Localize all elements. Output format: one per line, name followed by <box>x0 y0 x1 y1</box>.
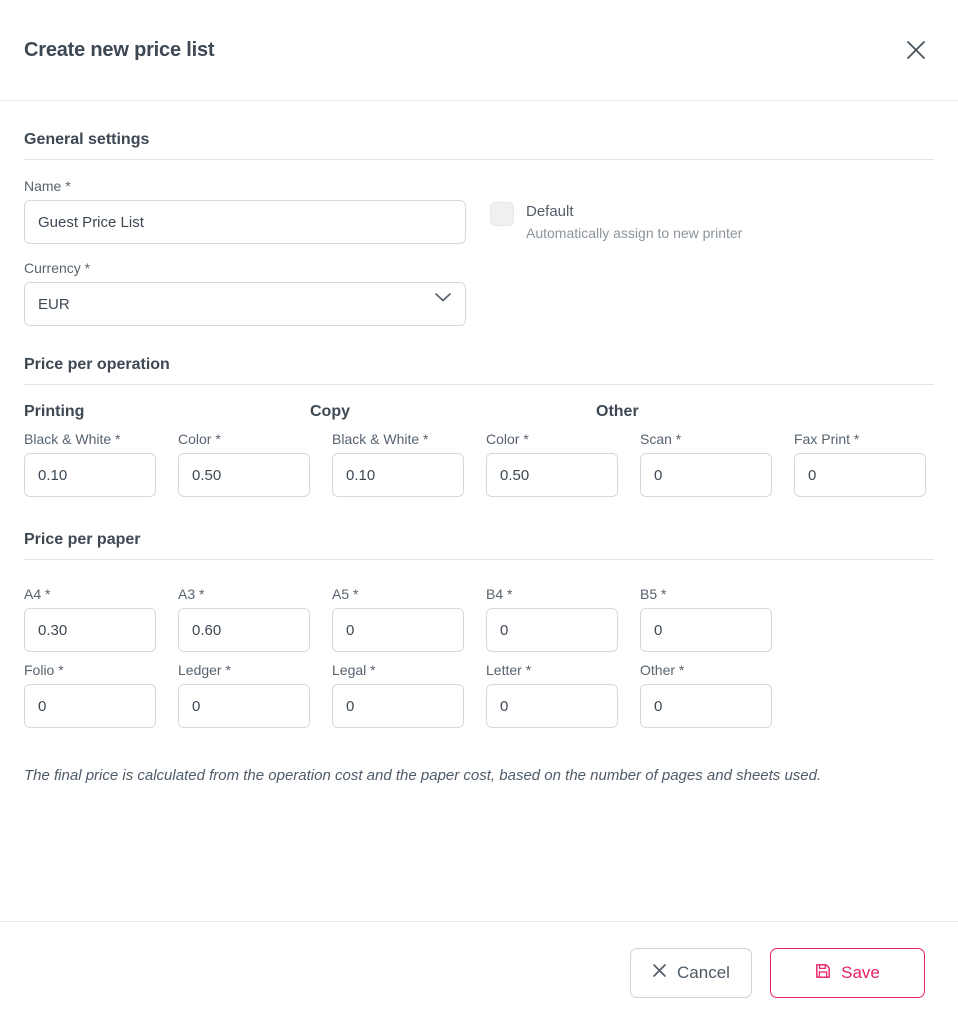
currency-field-group <box>24 260 466 326</box>
field-copy-color <box>486 431 618 497</box>
page-title: Create new price list <box>24 38 215 61</box>
paper-b4-input[interactable] <box>486 608 618 652</box>
name-label: Name * <box>24 178 71 194</box>
paper-ledger-input[interactable] <box>178 684 310 728</box>
price-per-operation-heading: Price per operation <box>24 356 170 373</box>
field-label: Ledger * <box>178 662 231 678</box>
paper-letter-input[interactable] <box>486 684 618 728</box>
operation-group-headers <box>24 403 934 421</box>
field-paper-b4 <box>486 586 618 652</box>
price-per-paper-heading: Price per paper <box>24 531 141 548</box>
field-label: Black & White * <box>24 431 121 447</box>
paper-row-1 <box>24 586 934 652</box>
paper-folio-input[interactable] <box>24 684 156 728</box>
printing-color-input[interactable] <box>178 453 310 497</box>
save-button-label: Save <box>841 963 880 982</box>
cancel-button[interactable] <box>630 948 752 998</box>
dialog-header <box>0 0 958 101</box>
group-title-other: Other <box>596 403 639 420</box>
default-checkbox[interactable] <box>490 202 514 226</box>
field-paper-a5 <box>332 586 464 652</box>
copy-color-input[interactable] <box>486 453 618 497</box>
field-paper-a3 <box>178 586 310 652</box>
close-icon <box>652 963 667 983</box>
field-paper-b5 <box>640 586 772 652</box>
field-label: Scan * <box>640 431 682 447</box>
divider <box>24 384 934 385</box>
copy-bw-input[interactable] <box>332 453 464 497</box>
field-label: B4 * <box>486 586 513 602</box>
name-field-group <box>24 178 466 244</box>
divider <box>24 159 934 160</box>
currency-label: Currency * <box>24 260 91 276</box>
default-label: Default <box>526 203 574 220</box>
field-label: Fax Print * <box>794 431 860 447</box>
field-printing-bw <box>24 431 156 497</box>
field-paper-folio <box>24 662 156 728</box>
field-label: A5 * <box>332 586 359 602</box>
name-input[interactable] <box>24 200 466 244</box>
scan-input[interactable] <box>640 453 772 497</box>
field-label: Black & White * <box>332 431 429 447</box>
field-fax-print <box>794 431 926 497</box>
paper-other-input[interactable] <box>640 684 772 728</box>
paper-a3-input[interactable] <box>178 608 310 652</box>
general-settings-heading: General settings <box>24 131 150 148</box>
field-label: Color * <box>178 431 221 447</box>
printing-bw-input[interactable] <box>24 453 156 497</box>
paper-row-2 <box>24 662 934 728</box>
close-icon[interactable] <box>898 32 934 68</box>
paper-a4-input[interactable] <box>24 608 156 652</box>
group-title-printing: Printing <box>24 403 85 420</box>
field-label: Legal * <box>332 662 376 678</box>
name-row <box>24 178 934 244</box>
field-paper-letter <box>486 662 618 728</box>
field-paper-legal <box>332 662 464 728</box>
divider <box>24 559 934 560</box>
dialog-body <box>0 101 958 921</box>
save-disk-icon <box>815 963 831 984</box>
default-text-group <box>526 202 742 243</box>
pricing-note: The final price is calculated from the operation cost and the paper cost, based on the number of pages and sheets used. <box>24 767 822 784</box>
field-paper-ledger <box>178 662 310 728</box>
field-printing-color <box>178 431 310 497</box>
cancel-button-label: Cancel <box>677 963 730 982</box>
field-label: Folio * <box>24 662 64 678</box>
operation-fields-row <box>24 431 934 497</box>
field-paper-a4 <box>24 586 156 652</box>
save-button[interactable] <box>770 948 925 998</box>
field-label: A4 * <box>24 586 51 602</box>
field-label: Other * <box>640 662 685 678</box>
field-label: Color * <box>486 431 529 447</box>
field-copy-bw <box>332 431 464 497</box>
fax-print-input[interactable] <box>794 453 926 497</box>
paper-a5-input[interactable] <box>332 608 464 652</box>
group-title-copy: Copy <box>310 403 350 420</box>
field-label: A3 * <box>178 586 205 602</box>
paper-legal-input[interactable] <box>332 684 464 728</box>
field-scan <box>640 431 772 497</box>
paper-b5-input[interactable] <box>640 608 772 652</box>
field-label: Letter * <box>486 662 532 678</box>
currency-select[interactable] <box>24 282 466 326</box>
field-paper-other <box>640 662 772 728</box>
field-label: B5 * <box>640 586 667 602</box>
default-checkbox-group <box>490 178 742 243</box>
default-description: Automatically assign to new printer <box>526 225 743 242</box>
dialog-footer <box>0 921 958 1024</box>
